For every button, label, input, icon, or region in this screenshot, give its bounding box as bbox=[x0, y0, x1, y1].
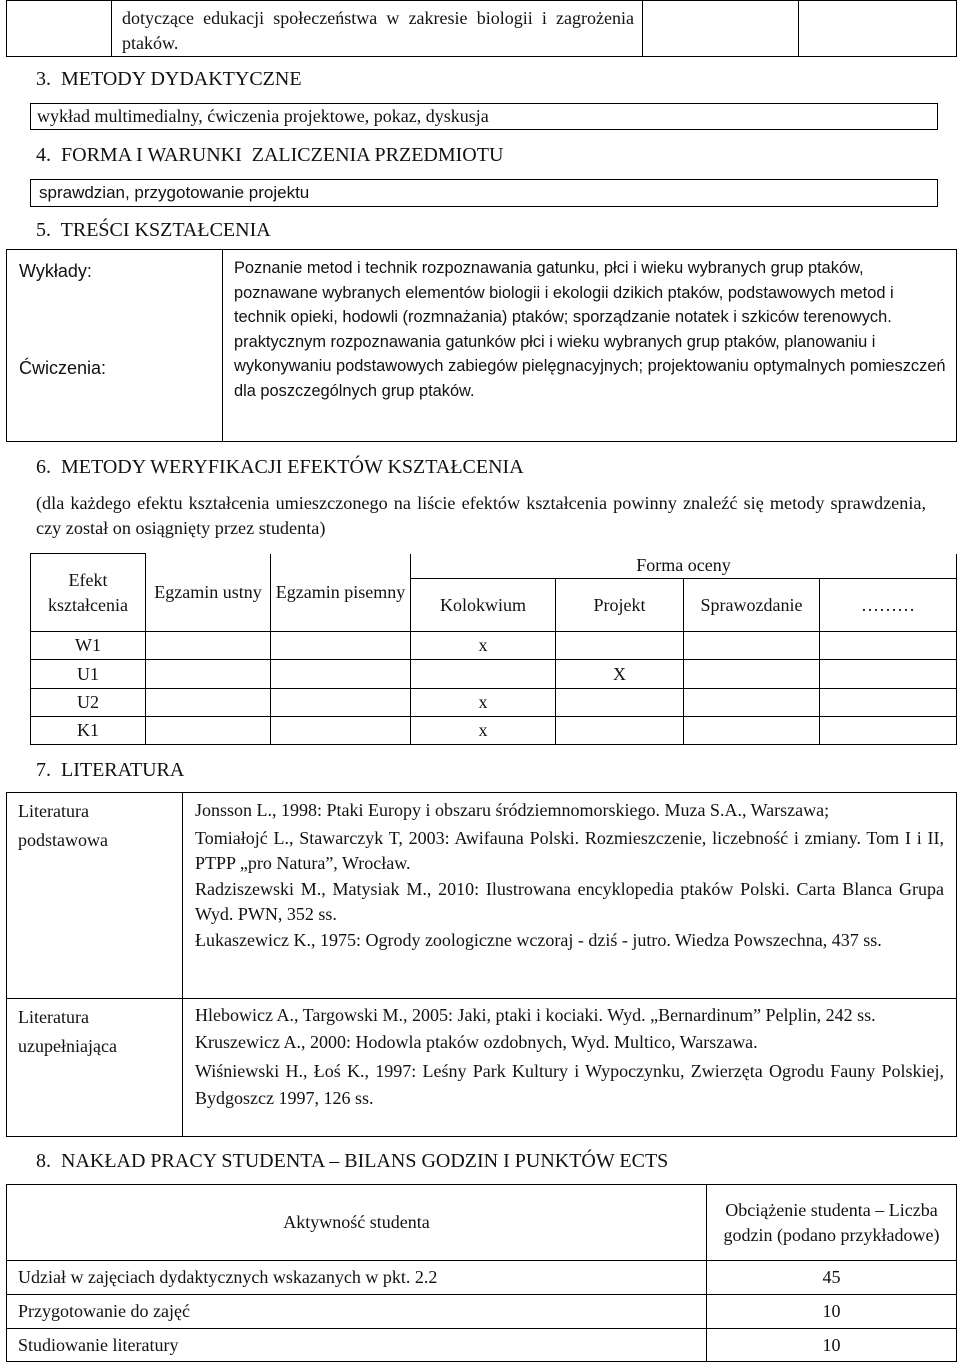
cell bbox=[146, 660, 271, 689]
cell bbox=[146, 717, 271, 745]
cell bbox=[556, 717, 684, 745]
lectures-text: Poznanie metod i technik rozpoznawania gatunku, płci i wieku wybranych grup ptaków, poznawane wybranych elementów biologii i ekologii dzikich ptaków, podstawowych metod i technik opieki, hodowli (rozmnażania) ptaków; sporządzanie notatek i szkiców terenowych. bbox=[234, 259, 894, 326]
header-project: Projekt bbox=[556, 579, 684, 632]
list-item: Łukaszewicz K., 1975: Ogrody zoologiczne wczoraj - dziś - jutro. Wiedza Powszechna, 437 ss. bbox=[195, 930, 882, 950]
literature-table bbox=[6, 792, 957, 1137]
section-4-box: sprawdzian, przygotowanie projektu bbox=[30, 179, 938, 207]
header-load: Obciążenie studenta – Liczba godzin (podano przykładowe) bbox=[707, 1185, 957, 1261]
content-labels bbox=[7, 250, 223, 442]
list-item: Jonsson L., 1998: Ptaki Europy i obszaru śródziemnomorskiego. Muza S.A., Warszawa; bbox=[195, 800, 830, 820]
cell bbox=[684, 632, 820, 660]
cell bbox=[271, 632, 411, 660]
verification-table bbox=[30, 553, 957, 745]
table-row bbox=[31, 632, 957, 660]
content-texts bbox=[223, 250, 957, 442]
activity-cell: Udział w zajęciach dydaktycznych wskazanych w pkt. 2.2 bbox=[7, 1261, 707, 1295]
list-item: Radziszewski M., Matysiak M., 2010: Ilustrowana encyklopedia ptaków Polski. Carta Blanca Grupa Wyd. PWN, 352 ss. bbox=[195, 879, 944, 924]
cell bbox=[146, 632, 271, 660]
list-item: Wiśniewski H., Łoś K., 1997: Leśny Park Kultury i Wypoczynku, Zwierzęta Ogrodu Fauny Polskiej, Bydgoszcz 1997, 126 ss. bbox=[195, 1061, 944, 1108]
activity-cell: Przygotowanie do zajęć bbox=[7, 1295, 707, 1329]
cell bbox=[556, 689, 684, 717]
cell bbox=[271, 660, 411, 689]
effect-cell: U1 bbox=[31, 660, 146, 689]
section-5-heading: 5. TREŚCI KSZTAŁCENIA bbox=[36, 219, 271, 241]
extra-label-cell bbox=[7, 999, 183, 1137]
header-activity: Aktywność studenta bbox=[7, 1185, 707, 1261]
cell bbox=[146, 689, 271, 717]
header-effect: Efekt kształcenia bbox=[31, 554, 146, 632]
cell bbox=[271, 717, 411, 745]
list-item: Hlebowicz A., Targowski M., 2005: Jaki, ptaki i kociaki. Wyd. „Bernardinum” Pelplin, 242 ss. bbox=[195, 1005, 876, 1025]
table-row bbox=[31, 660, 957, 689]
top-cell-empty-3 bbox=[799, 1, 957, 57]
hours-cell: 45 bbox=[707, 1261, 957, 1295]
table-row bbox=[31, 717, 957, 745]
hours-cell: 10 bbox=[707, 1295, 957, 1329]
list-item: Tomiałojć L., Stawarczyk T, 2003: Awifauna Polski. Rozmieszczenie, liczebność i zmiany. Tom I i II, PTPP „pro Natura”, Wrocław. bbox=[195, 828, 944, 873]
cell bbox=[820, 717, 957, 745]
section-6-heading: 6. METODY WERYFIKACJI EFEKTÓW KSZTAŁCENIA bbox=[36, 456, 524, 478]
cell bbox=[411, 660, 556, 689]
list-item: Kruszewicz A., 2000: Hodowla ptaków ozdobnych, Wyd. Multico, Warszawa. bbox=[195, 1032, 758, 1052]
top-cell-empty-2 bbox=[643, 1, 799, 57]
table-row bbox=[31, 689, 957, 717]
section-3-box: wykład multimedialny, ćwiczenia projektowe, pokaz, dyskusja bbox=[30, 103, 938, 130]
effect-cell: K1 bbox=[31, 717, 146, 745]
exercises-label: Ćwiczenia: bbox=[19, 358, 107, 378]
cell bbox=[684, 660, 820, 689]
exercises-text: praktycznym rozpoznawania gatunków płci i wieku wybranych grup ptaków, planowaniu i wykonywaniu podstawowych zabiegów pielęgnacyjnych; projektowaniu optymalnych pomieszczeń dla poszczególnych grup ptaków. bbox=[234, 332, 946, 400]
header-written-exam: Egzamin pisemny bbox=[271, 554, 411, 632]
header-oral-exam: Egzamin ustny bbox=[146, 554, 271, 632]
lectures-label: Wykłady: bbox=[19, 261, 92, 281]
cell bbox=[820, 632, 957, 660]
extra-list bbox=[183, 999, 957, 1137]
section-7-heading: 7. LITERATURA bbox=[36, 759, 185, 781]
cell: X bbox=[556, 660, 684, 689]
effect-cell: U2 bbox=[31, 689, 146, 717]
cell bbox=[820, 689, 957, 717]
basic-label: Literatura podstawowa bbox=[18, 801, 108, 850]
effect-cell: W1 bbox=[31, 632, 146, 660]
basic-list bbox=[183, 793, 957, 999]
cell: x bbox=[411, 689, 556, 717]
section-8-heading: 8. NAKŁAD PRACY STUDENTA – BILANS GODZIN I PUNKTÓW ECTS bbox=[36, 1150, 669, 1172]
cell bbox=[684, 689, 820, 717]
table-row bbox=[7, 1261, 957, 1295]
table-row bbox=[7, 1329, 957, 1362]
cell: x bbox=[411, 632, 556, 660]
header-report: Sprawozdanie bbox=[684, 579, 820, 632]
content-table bbox=[6, 249, 957, 442]
activity-cell: Studiowanie literatury bbox=[7, 1329, 707, 1362]
extra-label: Literatura uzupełniająca bbox=[18, 1007, 117, 1056]
cell bbox=[820, 660, 957, 689]
section-6-note: (dla każdego efektu kształcenia umieszczonego na liście efektów kształcenia powinny znaleźć się metody sprawdzenia, czy został on osiągnięty przez studenta) bbox=[36, 493, 926, 538]
top-cell-text: dotyczące edukacji społeczeństwa w zakresie biologii i zagrożenia ptaków. bbox=[112, 1, 643, 57]
cell bbox=[556, 632, 684, 660]
top-table bbox=[6, 0, 957, 57]
table-row bbox=[7, 1295, 957, 1329]
cell bbox=[271, 689, 411, 717]
section-3-heading: 3. METODY DYDAKTYCZNE bbox=[36, 68, 302, 90]
cell: x bbox=[411, 717, 556, 745]
hours-cell: 10 bbox=[707, 1329, 957, 1362]
header-other: ……… bbox=[820, 579, 957, 632]
cell bbox=[684, 717, 820, 745]
header-form-of-assessment: Forma oceny bbox=[411, 554, 957, 579]
section-4-heading: 4. FORMA I WARUNKI ZALICZENIA PRZEDMIOTU bbox=[36, 144, 504, 166]
top-cell-empty-1 bbox=[7, 1, 112, 57]
header-colloquium: Kolokwium bbox=[411, 579, 556, 632]
basic-label-cell bbox=[7, 793, 183, 999]
workload-table bbox=[6, 1184, 957, 1362]
